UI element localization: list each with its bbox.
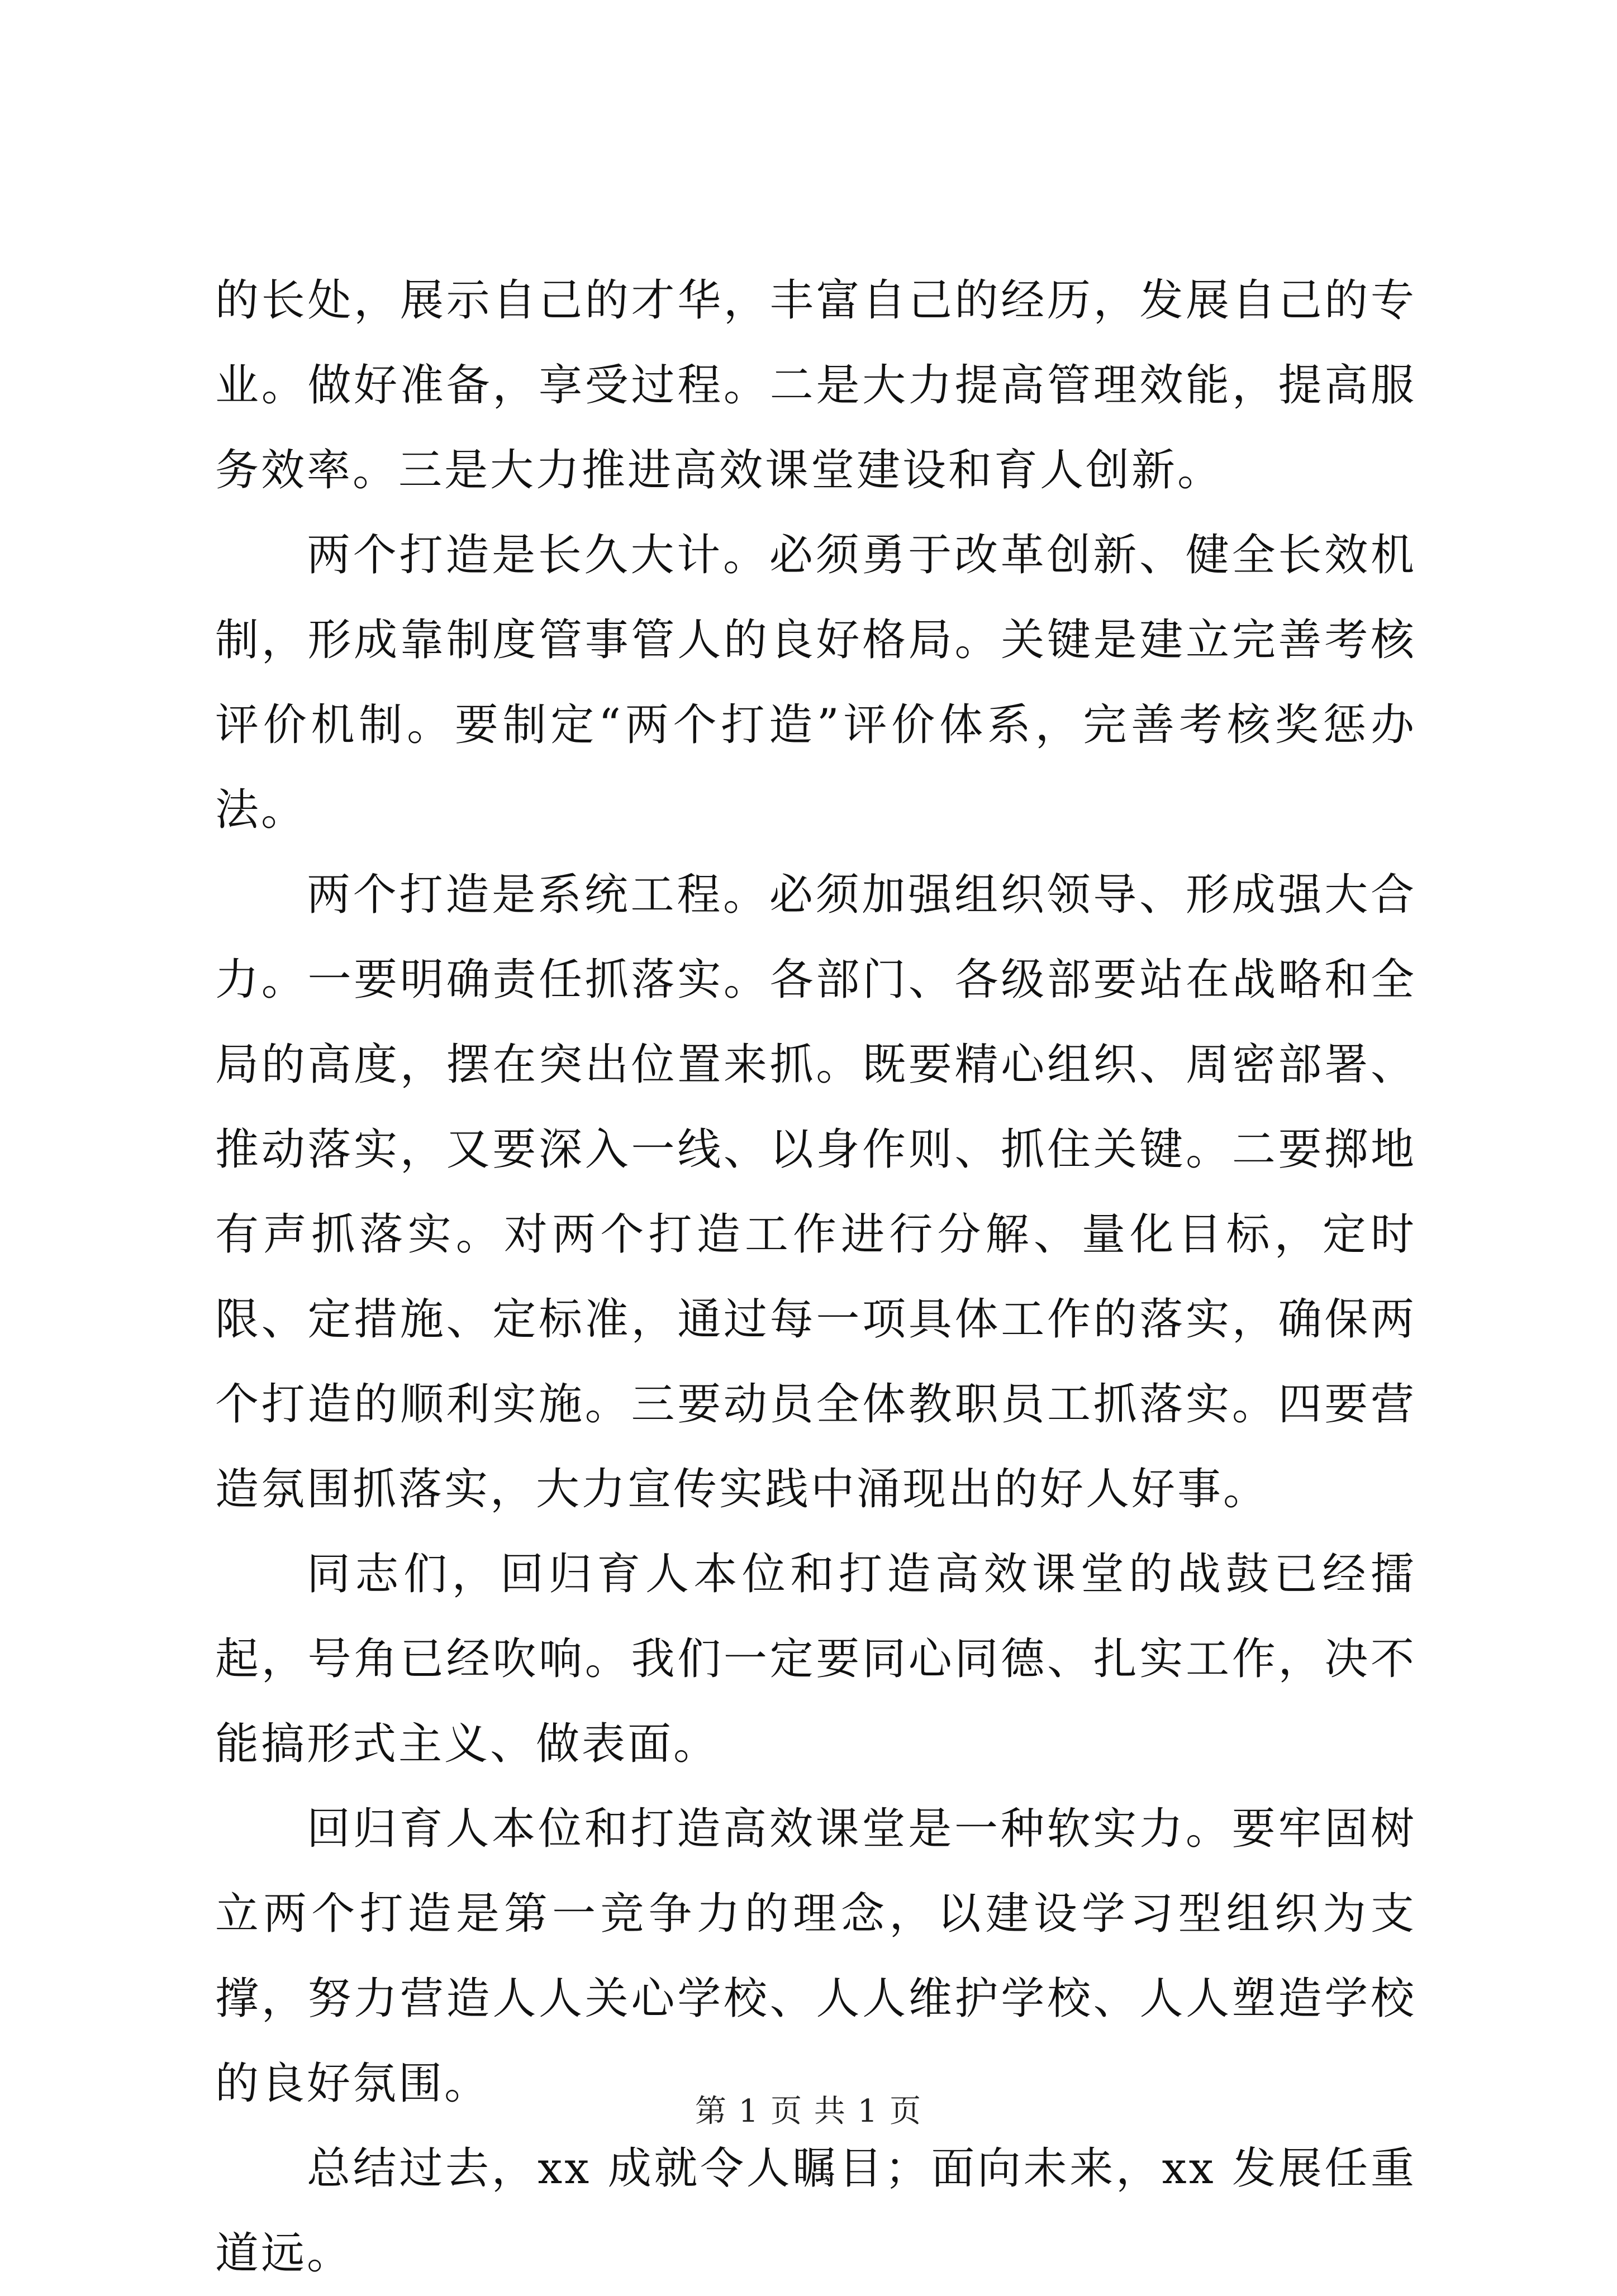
paragraph-comrades: 同志们，回归育人本位和打造高效课堂的战鼓已经擂起，号角已经吹响。我们一定要同心同德、扎实工作，决不能搞形式主义、做表面。 [215, 1549, 1416, 1769]
paragraph-system-engineering: 两个打造是系统工程。必须加强组织领导、形成强大合力。一要明确责任抓落实。各部门、各级部要站在战略和全局的高度，摆在突出位置来抓。既要精心组织、周密部署、推动落实，又要深入一线、以身作则、抓住关键。二要掷地有声抓落实。对两个打造工作进行分解、量化目标，定时限、定措施、定标准，通过每一项具体工作的落实，确保两个打造的顺利实施。三要动员全体教职员工抓落实。四要营造氛围抓落实，大力宣传实践中涌现出的好人好事。 [215, 870, 1416, 1514]
paragraph-soft-power: 回归育人本位和打造高效课堂是一种软实力。要牢固树立两个打造是第一竞争力的理念，以建设学习型组织为支撑，努力营造人人关心学校、人人维护学校、人人塑造学校的良好氛围。 [215, 1804, 1416, 2109]
paragraph-summary: 总结过去，xx 成就令人瞩目；面向未来，xx 发展任重道远。 [215, 2143, 1416, 2279]
paragraph-continuation: 的长处，展示自己的才华，丰富自己的经历，发展自己的专业。做好准备，享受过程。二是大力提高管理效能，提高服务效率。三是大力推进高效课堂建设和育人创新。 [215, 275, 1416, 496]
page-footer: 第 1 页 共 1 页 [695, 2093, 922, 2130]
document-body [215, 258, 1416, 2296]
paragraph-long-term-plan: 两个打造是长久大计。必须勇于改革创新、健全长效机制，形成靠制度管事管人的良好格局。关键是建立完善考核评价机制。要制定“两个打造”评价体系，完善考核奖惩办法。 [215, 530, 1416, 835]
